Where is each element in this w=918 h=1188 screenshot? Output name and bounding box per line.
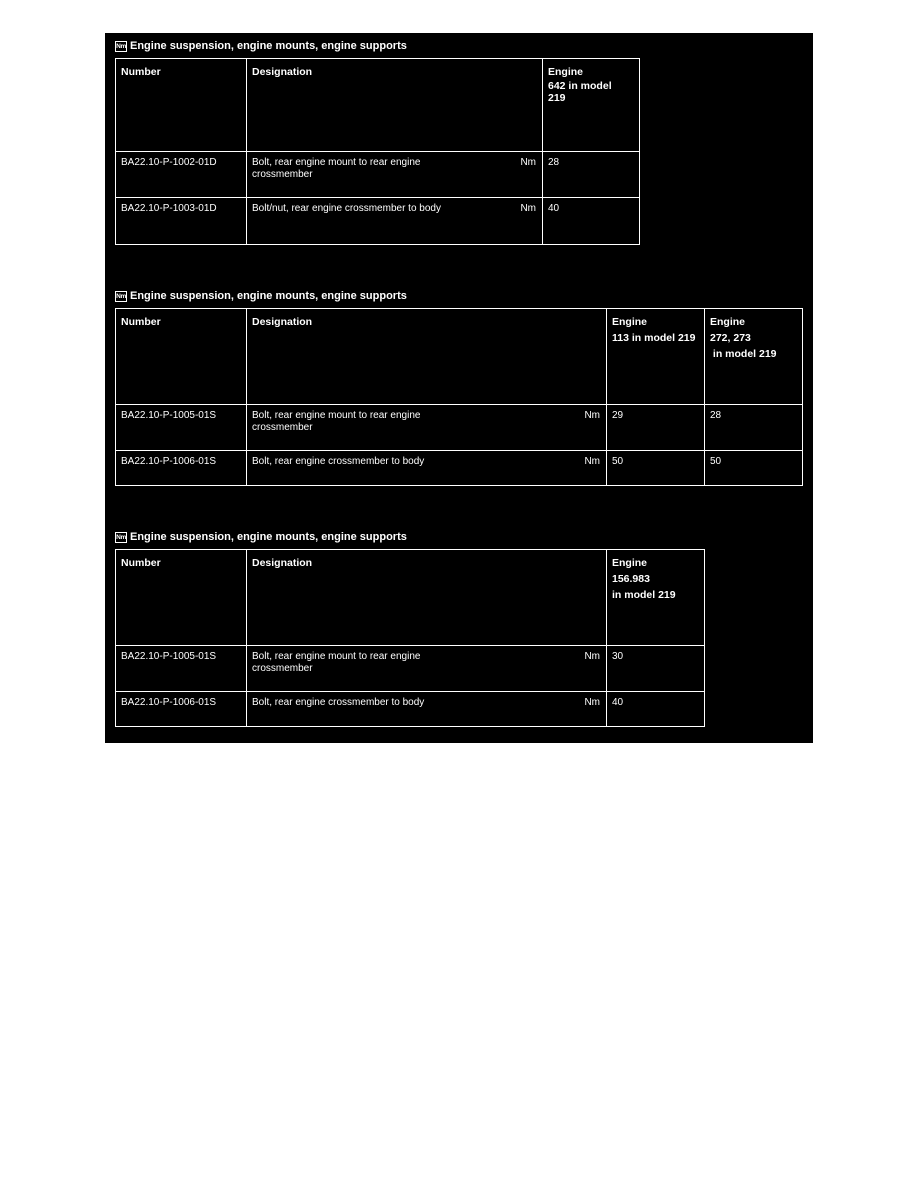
cell-value: 28: [543, 152, 640, 198]
cell-value: 50: [607, 451, 705, 486]
section-title: Engine suspension, engine mounts, engine supports: [130, 531, 407, 543]
header-number: Number: [116, 309, 247, 405]
table-row: [116, 405, 803, 451]
cell-designation: Bolt/nut, rear engine crossmember to body Nm: [247, 198, 543, 245]
cell-designation: Bolt, rear engine crossmember to body Nm: [247, 692, 607, 727]
cell-unit: Nm: [584, 651, 600, 662]
header-designation: Designation: [247, 309, 607, 405]
table-header-row: [116, 309, 803, 405]
table-row: [116, 646, 705, 692]
cell-number: BA22.10-P-1006-01S: [116, 451, 247, 486]
cell-unit: Nm: [584, 456, 600, 467]
cell-value: 40: [607, 692, 705, 727]
header-engine: Engine 642 in model 219: [543, 59, 640, 152]
torque-table: [115, 308, 803, 486]
table-header-row: [116, 550, 705, 646]
cell-value: 29: [607, 405, 705, 451]
torque-nm-icon: Nm: [116, 42, 126, 50]
cell-unit: Nm: [520, 157, 536, 168]
cell-number: BA22.10-P-1002-01D: [116, 152, 247, 198]
cell-designation: Bolt, rear engine crossmember to body Nm: [247, 451, 607, 486]
section-heading: [115, 529, 407, 545]
cell-number: BA22.10-P-1003-01D: [116, 198, 247, 245]
cell-number: BA22.10-P-1005-01S: [116, 646, 247, 692]
document-page: [105, 33, 813, 743]
header-engine: Engine 272, 273 in model 219: [705, 309, 803, 405]
torque-nm-icon: Nm: [116, 292, 126, 300]
table-header-row: [116, 59, 640, 152]
cell-unit: Nm: [584, 697, 600, 708]
table-row: [116, 451, 803, 486]
cell-designation: Bolt, rear engine mount to rear engine crossmember Nm: [247, 152, 543, 198]
cell-value: 50: [705, 451, 803, 486]
header-engine: Engine 156.983 in model 219: [607, 550, 705, 646]
cell-designation: Bolt, rear engine mount to rear engine crossmember Nm: [247, 405, 607, 451]
table-row: [116, 198, 640, 245]
cell-unit: Nm: [584, 410, 600, 421]
torque-nm-icon: Nm: [116, 533, 126, 541]
section-title: Engine suspension, engine mounts, engine supports: [130, 290, 407, 302]
torque-table: [115, 549, 705, 727]
header-number: Number: [116, 550, 247, 646]
table-row: [116, 692, 705, 727]
header-designation: Designation: [247, 59, 543, 152]
table-row: [116, 152, 640, 198]
cell-value: 30: [607, 646, 705, 692]
cell-unit: Nm: [520, 203, 536, 214]
header-number: Number: [116, 59, 247, 152]
header-designation: Designation: [247, 550, 607, 646]
section-title: Engine suspension, engine mounts, engine supports: [130, 40, 407, 52]
header-engine: Engine 113 in model 219: [607, 309, 705, 405]
section-heading: [115, 38, 407, 54]
cell-value: 28: [705, 405, 803, 451]
torque-table: [115, 58, 640, 245]
cell-number: BA22.10-P-1006-01S: [116, 692, 247, 727]
section-heading: [115, 288, 407, 304]
cell-designation: Bolt, rear engine mount to rear engine crossmember Nm: [247, 646, 607, 692]
cell-number: BA22.10-P-1005-01S: [116, 405, 247, 451]
cell-value: 40: [543, 198, 640, 245]
